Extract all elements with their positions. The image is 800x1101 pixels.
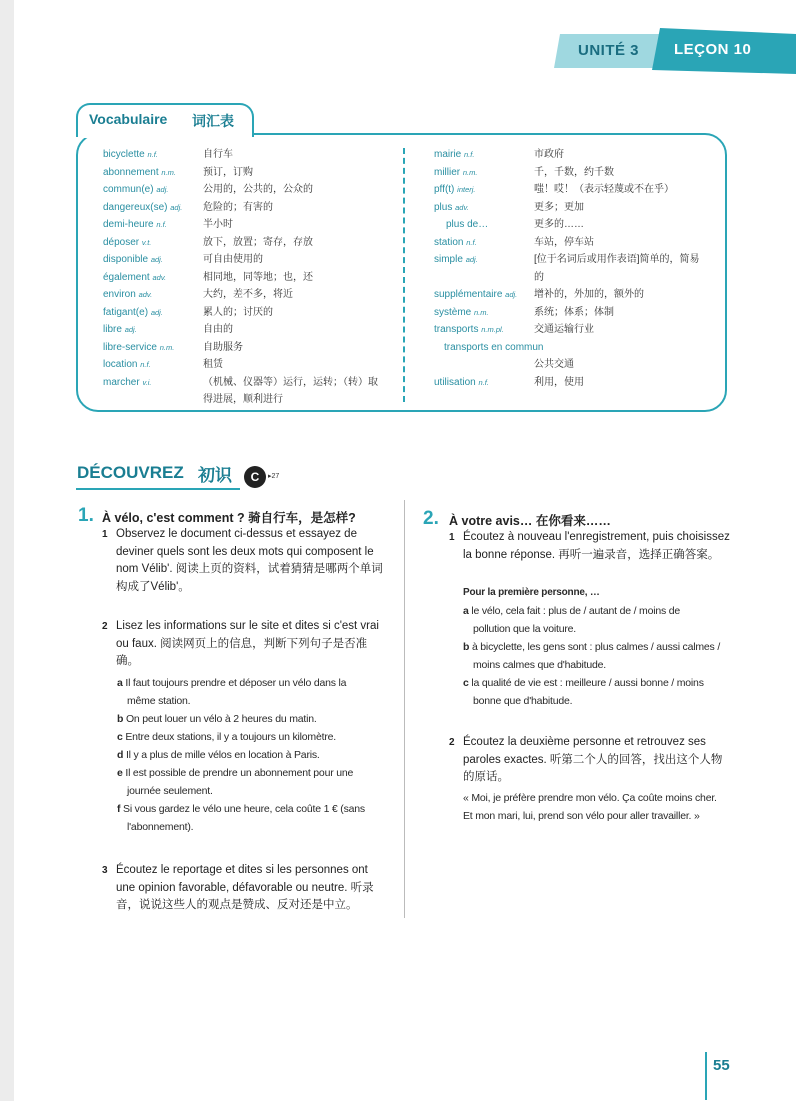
vocab-left-column xyxy=(103,146,393,409)
vocab-entry: millier n.m. 千，千数，约千数 xyxy=(434,166,614,178)
vocab-entry: transports n.m.pl. 交通运输行业 xyxy=(434,324,594,335)
vocab-entry: pff(t) interj. 嗤！哎！（表示轻蔑或不在乎） xyxy=(434,184,674,195)
s2-item-b: b à bicyclette, les gens sont : plus calmes / aussi calmes / xyxy=(463,641,721,653)
vocab-entry: également adv. 相同地，同等地；也，还 xyxy=(103,271,313,283)
q2-item-c: c Entre deux stations, il y a toujours un kilomètre. xyxy=(117,731,336,743)
q2-item-a-cont: même station. xyxy=(127,695,191,707)
cd-audio-icon[interactable]: C xyxy=(244,466,266,488)
section-2-question-2: 2 Écoutez la deuxième personne et retrouvez ses paroles exactes. 听第二个人的回答，找出这个人物的原话。 xyxy=(449,736,723,783)
lesson-label: LEÇON 10 xyxy=(674,41,752,58)
column-separator xyxy=(404,500,405,918)
section-1-question-1: 1 Observez le document ci-dessus et essayez de deviner quels sont les deux mots qui composent le nom Vélib'. 阅读上页的资料，试着猜猜是哪两个单词构成了Vélib'。 xyxy=(102,528,383,593)
s2-item-a: a le vélo, cela fait : plus de / autant de / moins de xyxy=(463,605,681,617)
q2-item-a: a Il faut toujours prendre et déposer un vélo dans la xyxy=(117,677,347,689)
section-2-title: À votre avis… 在你看来…… xyxy=(449,514,611,528)
vocab-entry: mairie n.f. 市政府 xyxy=(434,149,564,160)
q2-item-d: d Il y a plus de mille vélos en location à Paris. xyxy=(117,749,320,761)
vocab-entry: système n.m. 系统；体系；体制 xyxy=(434,306,614,318)
vocab-entry: demi-heure n.f. 半小时 xyxy=(103,219,233,230)
vocabulary-divider xyxy=(403,148,405,402)
s2-item-b-cont: moins calmes que d'habitude. xyxy=(473,659,606,671)
vocab-entry: libre adj. 自由的 xyxy=(103,324,233,335)
cd-track-number: ▸27 xyxy=(268,473,280,480)
q2-item-e: e Il est possible de prendre un abonnement pour une xyxy=(117,767,354,779)
section-1-question-3: 3 Écoutez le reportage et dites si les personnes ont une opinion favorable, défavorable ou neutre. 听录音，说说这些人的观点是赞成、反对还是中立。 xyxy=(102,864,374,911)
decouvrez-underline xyxy=(76,488,240,490)
unit-label: UNITÉ 3 xyxy=(578,42,640,59)
vocab-entry: environ adv. 大约，差不多，将近 xyxy=(103,289,293,300)
vocab-entry: bicyclette n.f. 自行车 xyxy=(103,149,233,160)
quote-line-2: Et mon mari, lui, prend son vélo pour aller travailler. » xyxy=(463,810,700,822)
section-2-number: 2. xyxy=(423,508,439,529)
section-1-number: 1. xyxy=(78,505,94,526)
vocab-entry: station n.f. 车站，停车站 xyxy=(434,236,594,248)
q2-item-e-cont: journée seulement. xyxy=(127,785,213,797)
section-1-q2-items xyxy=(117,674,389,836)
section-1-question-2: 2 Lisez les informations sur le site et dites si c'est vrai ou faux. 阅读网页上的信息，判断下列句子是否准确。 xyxy=(102,620,379,667)
vocab-entry: supplémentaire adj. 增补的，外加的，额外的 xyxy=(434,289,644,300)
section-1-title: À vélo, c'est comment ? 骑自行车，是怎样? xyxy=(102,511,356,525)
vocab-right-column xyxy=(434,146,719,391)
vocab-entry: déposer v.t. 放下，放置；寄存，存放 xyxy=(103,236,313,248)
unit-lesson-tab xyxy=(552,28,796,74)
quote-line-1: « Moi, je préfère prendre mon vélo. Ça coûte moins cher. xyxy=(463,792,717,804)
page-number: 55 xyxy=(713,1057,730,1074)
vocab-entry: plus adv. 更多；更加 xyxy=(434,201,584,213)
section-2-quote xyxy=(463,789,743,825)
q2-item-f: f Si vous gardez le vélo une heure, cela coûte 1 € (sans xyxy=(117,803,365,815)
vocab-entry: plus de… 更多的…… xyxy=(446,219,584,230)
vocab-entry: abonnement n.m. 预订，订购 xyxy=(103,166,253,178)
vocab-entry: disponible adj. 可自由使用的 xyxy=(103,254,263,265)
vocab-entry: simple adj. [位于名词后或用作表语]简单的，简易的 xyxy=(434,254,700,283)
vocab-entry: location n.f. 租赁 xyxy=(103,359,223,370)
s2-item-a-cont: pollution que la voiture. xyxy=(473,623,576,635)
s2-item-c-cont: bonne que d'habitude. xyxy=(473,695,573,707)
vocabulary-tab-joint xyxy=(79,130,251,138)
vocab-entry: commun(e) adj. 公用的，公共的，公众的 xyxy=(103,184,313,195)
decouvrez-title: DÉCOUVREZ xyxy=(77,463,184,482)
page-number-bar xyxy=(705,1052,707,1100)
section-2-question-1: 1 Écoutez à nouveau l'enregistrement, puis choisissez la bonne réponse. 再听一遍录音，选择正确答案。 xyxy=(449,531,730,561)
vocab-entry: marcher v.i. （机械、仪器等）运行，运转；（转）取得进展，顺利进行 xyxy=(103,376,378,405)
vocab-entry: utilisation n.f. 利用，使用 xyxy=(434,376,584,388)
q2-item-f-cont: l'abonnement). xyxy=(127,821,194,833)
s2-item-c: c la qualité de vie est : meilleure / aussi bonne / moins xyxy=(463,677,704,689)
vocabulary-title: Vocabulaire xyxy=(89,111,168,127)
section-2-lead: Pour la première personne, … xyxy=(463,587,600,598)
q2-item-b: b On peut louer un vélo à 2 heures du matin. xyxy=(117,713,317,725)
vocab-entry: transports en commun 公共交通 xyxy=(444,341,574,370)
section-2-q1-items xyxy=(463,584,743,710)
vocab-entry: fatigant(e) adj. 累人的；讨厌的 xyxy=(103,306,273,318)
vocab-entry: dangereux(se) adj. 危险的；有害的 xyxy=(103,201,273,213)
vocabulary-title-cn: 词汇表 xyxy=(192,113,234,129)
decouvrez-title-cn: 初识 xyxy=(198,466,232,485)
vocab-entry: libre-service n.m. 自助服务 xyxy=(103,341,243,353)
